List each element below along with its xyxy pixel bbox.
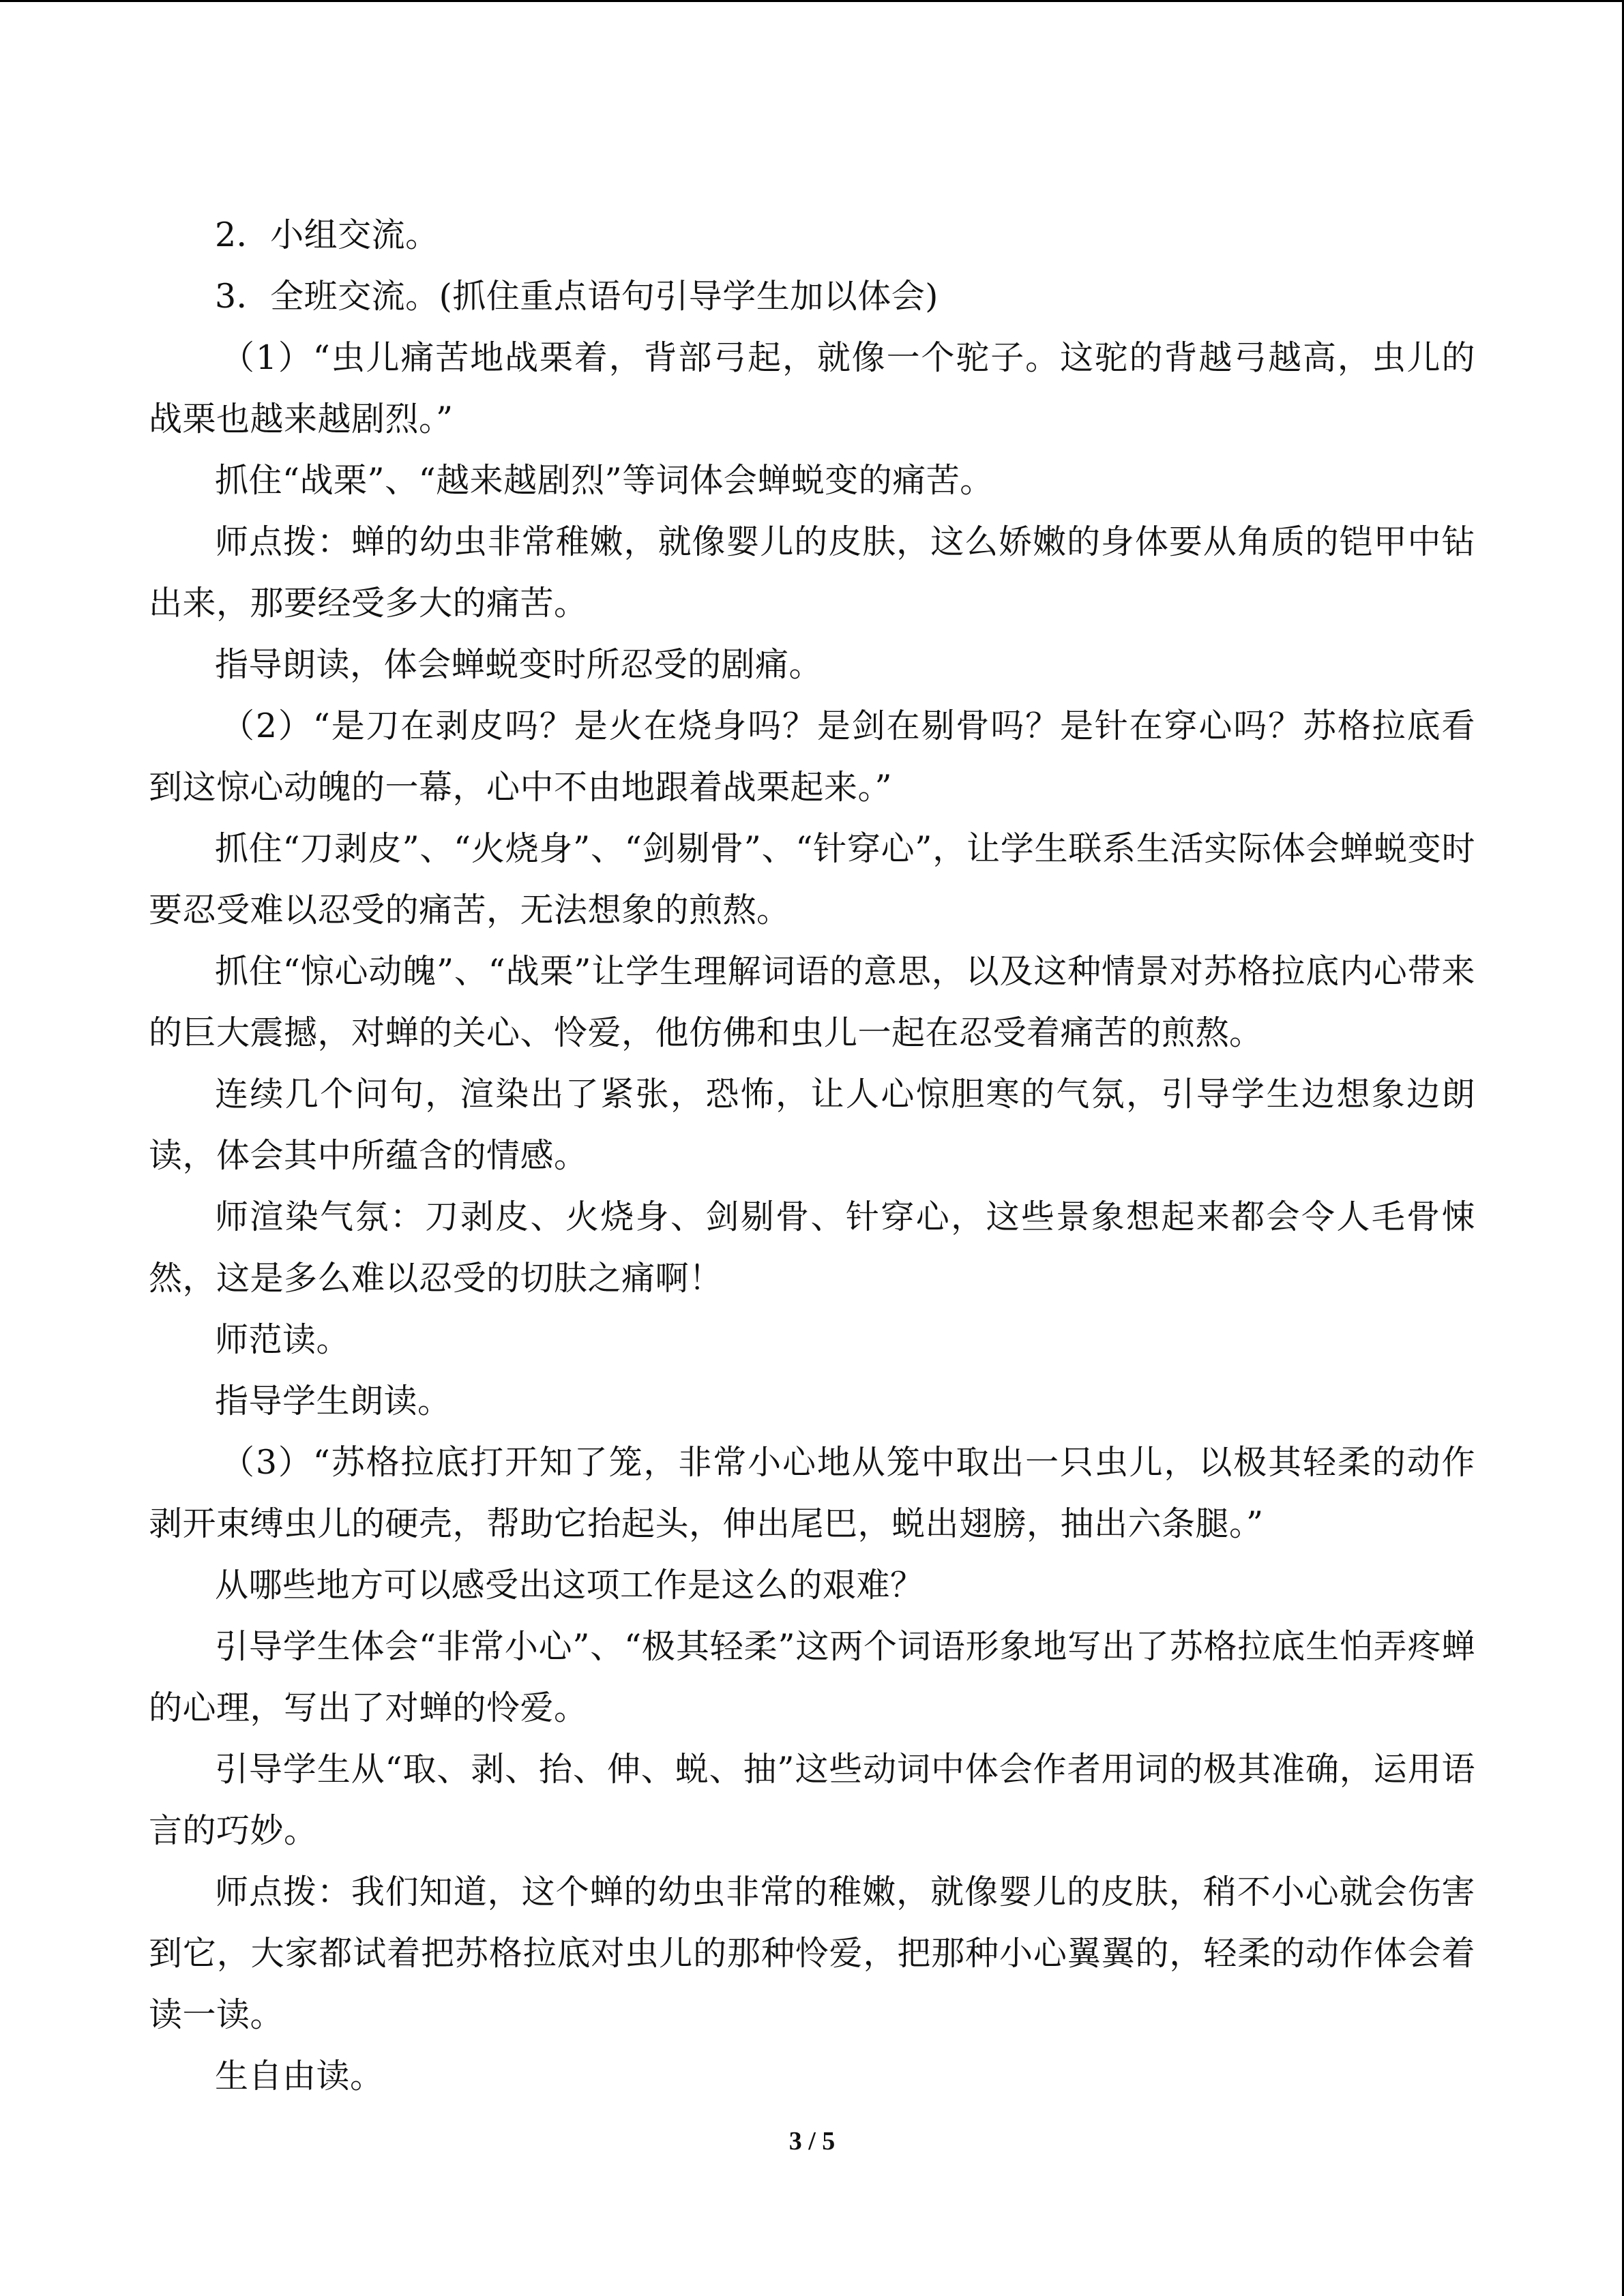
paragraph: 抓住“惊心动魄”、“战栗”让学生理解词语的意思，以及这种情景对苏格拉底内心带来的巨大震撼，对蝉的关心、怜爱，他仿佛和虫儿一起在忍受着痛苦的煎熬。 xyxy=(149,952,1475,1052)
paragraph-quote-2: （2）“是刀在剥皮吗？是火在烧身吗？是剑在剔骨吗？是针在穿心吗？苏格拉底看到这惊心动魄的一幕，心中不由地跟着战栗起来。” xyxy=(149,706,1475,807)
paragraph: 师点拨：我们知道，这个蝉的幼虫非常的稚嫩，就像婴儿的皮肤，稍不小心就会伤害到它，大家都试着把苏格拉底对虫儿的那种怜爱，把那种小心翼翼的，轻柔的动作体会着读一读。 xyxy=(149,1873,1475,2034)
paragraph: 生自由读。 xyxy=(215,2057,384,2096)
paragraph: 从哪些地方可以感受出这项工作是这么的艰难？ xyxy=(215,1566,924,1605)
document-body xyxy=(149,205,1475,2107)
paragraph-step-2: 2．小组交流。 xyxy=(215,215,439,254)
paragraph: 指导朗读，体会蝉蜕变时所忍受的剧痛。 xyxy=(215,645,823,684)
paragraph: 师点拨：蝉的幼虫非常稚嫩，就像婴儿的皮肤，这么娇嫩的身体要从角质的铠甲中钻出来，那要经受多大的痛苦。 xyxy=(149,522,1475,623)
paragraph: 引导学生从“取、剥、抬、伸、蜕、抽”这些动词中体会作者用词的极其准确，运用语言的巧妙。 xyxy=(149,1750,1475,1850)
paragraph: 抓住“刀剥皮”、“火烧身”、“剑剔骨”、“针穿心”，让学生联系生活实际体会蝉蜕变时要忍受难以忍受的痛苦，无法想象的煎熬。 xyxy=(149,829,1475,929)
paragraph-quote-1: （1）“虫儿痛苦地战栗着，背部弓起，就像一个驼子。这驼的背越弓越高，虫儿的战栗也越来越剧烈。” xyxy=(149,338,1475,438)
paragraph: 指导学生朗读。 xyxy=(215,1382,452,1420)
paragraph-quote-3: （3）“苏格拉底打开知了笼，非常小心地从笼中取出一只虫儿，以极其轻柔的动作剥开束缚虫儿的硬壳，帮助它抬起头，伸出尾巴，蜕出翅膀，抽出六条腿。” xyxy=(149,1443,1475,1543)
page-number: 3 / 5 xyxy=(788,2127,836,2156)
paragraph: 引导学生体会“非常小心”、“极其轻柔”这两个词语形象地写出了苏格拉底生怕弄疼蝉的心理，写出了对蝉的怜爱。 xyxy=(149,1627,1475,1727)
paragraph: 师渲染气氛：刀剥皮、火烧身、剑剔骨、针穿心，这些景象想起来都会令人毛骨悚然，这是多么难以忍受的切肤之痛啊！ xyxy=(149,1197,1475,1298)
paragraph: 师范读。 xyxy=(215,1320,351,1359)
paragraph-step-3: 3．全班交流。(抓住重点语句引导学生加以体会) xyxy=(215,277,939,316)
paragraph: 抓住“战栗”、“越来越剧烈”等词体会蝉蜕变的痛苦。 xyxy=(215,461,994,500)
paragraph: 连续几个问句，渲染出了紧张，恐怖，让人心惊胆寒的气氛，引导学生边想象边朗读，体会其中所蕴含的情感。 xyxy=(149,1075,1475,1175)
